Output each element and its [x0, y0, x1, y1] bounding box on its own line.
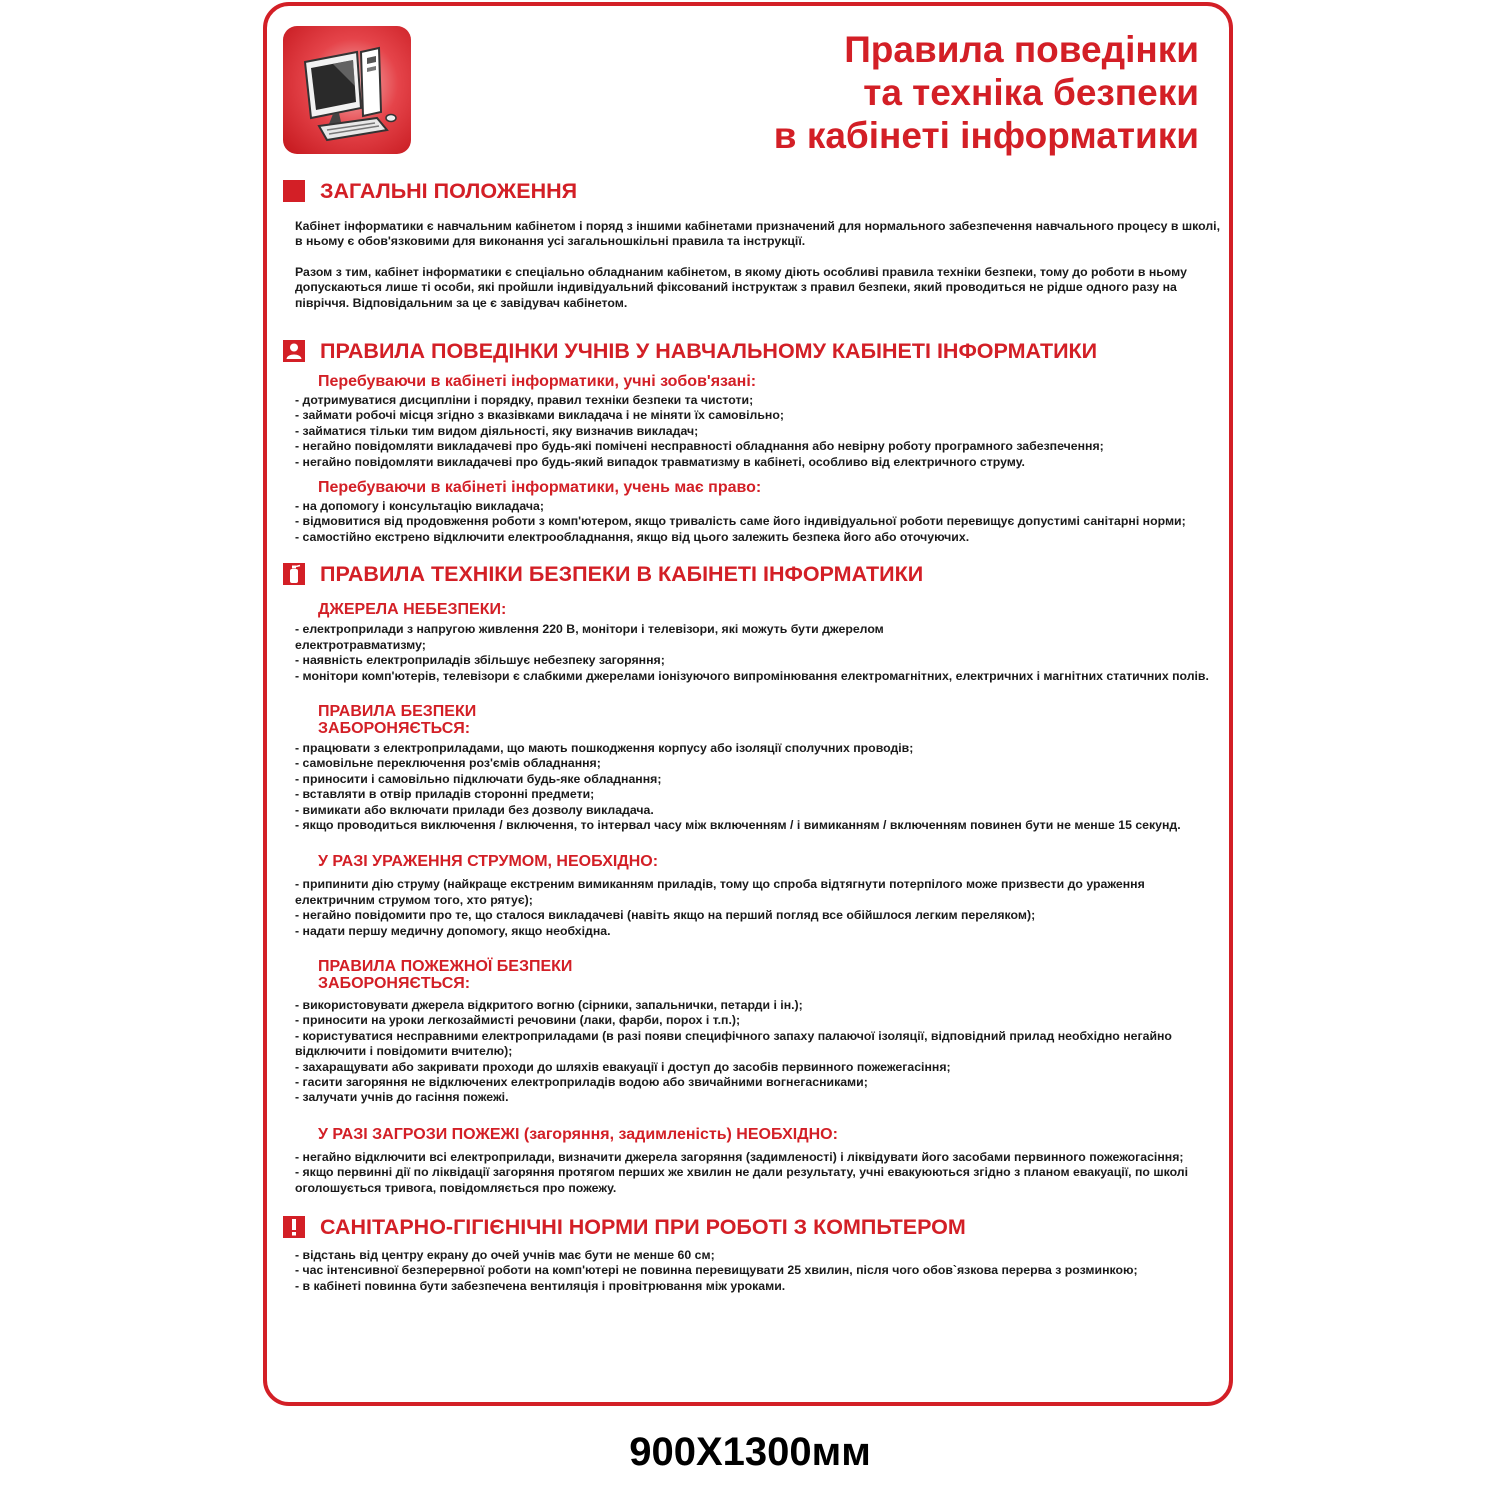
list-item: - вимикати або включати прилади без дозволу викладача.	[295, 802, 654, 817]
rights-list	[295, 499, 1225, 545]
title-line-1: Правила поведінки	[844, 29, 1199, 70]
fire-threat-list	[295, 1150, 1225, 1196]
safety-poster	[263, 2, 1233, 1406]
fire-forbid-title	[318, 958, 1223, 992]
list-item: - користуватися несправними електроприладами (в разі появи специфічного запаху палаючої ізоляції, відповідний прилад необхідно негайно відключити і повідомити вчителю);	[295, 1028, 1172, 1059]
person-icon	[283, 340, 305, 362]
list-item: - в кабінеті повинна бути забезпечена вентиляція і провітрювання між уроками.	[295, 1278, 786, 1293]
list-item: - дотримуватися дисципліни і порядку, правил техніки безпеки та чистоти;	[295, 393, 754, 408]
list-item: - якщо первинні дії по ліквідації загоряння протягом перших же хвилин не дали результату, учні евакуюються згідно з планом евакуації, по школі оголошується тривога, повідомляється про пожежу.	[295, 1165, 1189, 1195]
list-item: - приносити на уроки легкозаймисті речовини (лаки, фарби, порох і т.п.);	[295, 1013, 741, 1028]
general-paragraph-2: Разом з тим, кабінет інформатики є спеціально обладнаним кабінетом, в якому діють особливі правила техніки безпеки, тому до роботи в ньому допускаються лише ті особи, які пройшли індивідуальний фіксований інструктаж з правил безпеки, який проводиться не рідше одного разу на півріччя. Відповідальним за це є завідувач кабінетом.	[295, 264, 1187, 310]
fire-threat-title: У РАЗІ ЗАГРОЗИ ПОЖЕЖІ (загоряння, задимленість) НЕОБХІДНО:	[318, 1125, 838, 1143]
list-item: - електроприлади з напругою живлення 220 В, монітори і телевізори, які можуть бути джерелом електротравматизму;	[295, 622, 884, 652]
rights-title: Перебуваючи в кабінеті інформатики, учень має право:	[318, 479, 762, 497]
general-paragraph-1: Кабінет інформатики є навчальним кабінетом і поряд з іншими кабінетами призначений для нормального забезпечення навчального процесу в школі, в ньому є обов'язковими для виконання усі загальношкільні правила та інструкції.	[295, 219, 1220, 249]
square-bullet-icon	[283, 180, 305, 202]
poster-title	[639, 28, 1199, 157]
size-label: 900X1300мм	[629, 1430, 871, 1474]
poster-content	[283, 178, 1223, 1294]
safety-forbid-title	[318, 703, 1223, 737]
duties-list	[295, 393, 1225, 470]
fire-extinguisher-icon	[283, 563, 305, 585]
list-item: - приносити і самовільно підключати будь-яке обладнання;	[295, 771, 662, 786]
shock-title: У РАЗІ УРАЖЕННЯ СТРУМОМ, НЕОБХІДНО:	[318, 853, 659, 871]
fire-forbid-title-line-2: ЗАБОРОНЯЄТЬСЯ:	[318, 974, 471, 992]
list-item: - гасити загоряння не відключених електроприладів водою або звичайними вогнегасниками;	[295, 1075, 868, 1089]
list-item: - відмовитися від продовження роботи з комп'ютером, якщо тривалість саме його індивідуальної роботи перевищує допустимі санітарні норми;	[295, 514, 1186, 529]
duties-title: Перебуваючи в кабінеті інформатики, учні зобов'язані:	[318, 373, 757, 391]
list-item: - самовільне переключення роз'ємів обладнання;	[295, 756, 601, 771]
shock-list	[295, 877, 1225, 939]
list-item: - негайно повідомляти викладачеві про будь-які помічені несправності обладнання або невірну роботу програмного забезпечення;	[295, 439, 1104, 454]
danger-list	[295, 622, 1225, 684]
list-item: - негайно відключити всі електроприлади, визначити джерела загоряння (задимленості) і ліквідувати його засобами первинного пожежогасіння;	[295, 1149, 1184, 1164]
list-item: - відстань від центру екрану до очей учнів має бути не менше 60 см;	[295, 1248, 715, 1263]
list-item: - час інтенсивної безперервної роботи на комп'ютері не повинна перевищувати 25 хвилин, після чого обов`язкова перерва з розминкою;	[295, 1263, 1138, 1278]
list-item: - негайно повідомити про те, що сталося викладачеві (навіть якщо на перший погляд все обійшлося легким переляком);	[295, 908, 1036, 923]
sanitary-list	[295, 1248, 1225, 1294]
list-item: - вставляти в отвір приладів сторонні предмети;	[295, 787, 595, 802]
list-item: - на допомогу і консультацію викладача;	[295, 499, 544, 514]
list-item: - монітори комп'ютерів, телевізори є слабкими джерелами іонізуючого випромінювання електромагнітних, електричних і магнітних статичних полів.	[295, 668, 1209, 683]
list-item: - працювати з електроприладами, що мають пошкодження корпусу або ізоляції сполучних проводів;	[295, 740, 914, 755]
section-general-heading: ЗАГАЛЬНІ ПОЛОЖЕННЯ	[283, 178, 1223, 204]
section-sanitary-heading: САНІТАРНО-ГІГІЄНІЧНІ НОРМИ ПРИ РОБОТІ З КОМПЬТЕРОМ	[283, 1214, 1223, 1240]
list-item: - припинити дію струму (найкраще екстреним вимиканням приладів, тому що спроба відтягнути потерпілого може призвести до ураження електричним струмом того, хто рятує);	[295, 877, 1145, 907]
title-line-3: в кабінеті інформатики	[773, 115, 1199, 156]
fire-forbid-title-line-1: ПРАВИЛА ПОЖЕЖНОЇ БЕЗПЕКИ	[318, 957, 573, 975]
section-behavior-heading: ПРАВИЛА ПОВЕДІНКИ УЧНІВ У НАВЧАЛЬНОМУ КАБІНЕТІ ІНФОРМАТИКИ	[283, 338, 1223, 364]
safety-forbid-list	[295, 741, 1225, 833]
list-item: - займати робочі місця згідно з вказівками викладача і не міняти їх самовільно;	[295, 408, 784, 423]
safety-forbid-title-line-1: ПРАВИЛА БЕЗПЕКИ	[318, 702, 477, 720]
list-item: - використовувати джерела відкритого вогню (сірники, запальнички, петарди і ін.);	[295, 997, 803, 1012]
general-text	[295, 219, 1225, 311]
list-item: - надати першу медичну допомогу, якщо необхідна.	[295, 923, 611, 938]
fire-forbid-list	[295, 998, 1225, 1106]
list-item: - наявність електроприладів збільшує небезпеку загоряння;	[295, 653, 665, 668]
title-line-2: та техніка безпеки	[863, 72, 1199, 113]
danger-title: ДЖЕРЕЛА НЕБЕЗПЕКИ:	[318, 601, 507, 619]
list-item: - самостійно екстрено відключити електрообладнання, якщо від цього залежить безпека його або оточуючих.	[295, 529, 970, 544]
list-item: - негайно повідомляти викладачеві про будь-який випадок травматизму в кабінеті, особливо від електричного струму.	[295, 454, 1025, 469]
computer-logo-icon	[283, 26, 411, 154]
exclamation-icon	[283, 1216, 305, 1238]
list-item: - якщо проводиться виключення / включення, то інтервал часу між включенням / і вимиканням / включенням повинен бути не менше 15 секунд.	[295, 817, 1181, 832]
list-item: - залучати учнів до гасіння пожежі.	[295, 1090, 509, 1105]
safety-forbid-title-line-2: ЗАБОРОНЯЄТЬСЯ:	[318, 719, 471, 737]
list-item: - займатися тільки тим видом діяльності, яку визначив викладач;	[295, 423, 699, 438]
list-item: - захаращувати або закривати проходи до шляхів евакуації і доступ до засобів первинного пожежегасіння;	[295, 1059, 951, 1074]
section-safety-heading: ПРАВИЛА ТЕХНІКИ БЕЗПЕКИ В КАБІНЕТІ ІНФОРМАТИКИ	[283, 561, 1223, 587]
